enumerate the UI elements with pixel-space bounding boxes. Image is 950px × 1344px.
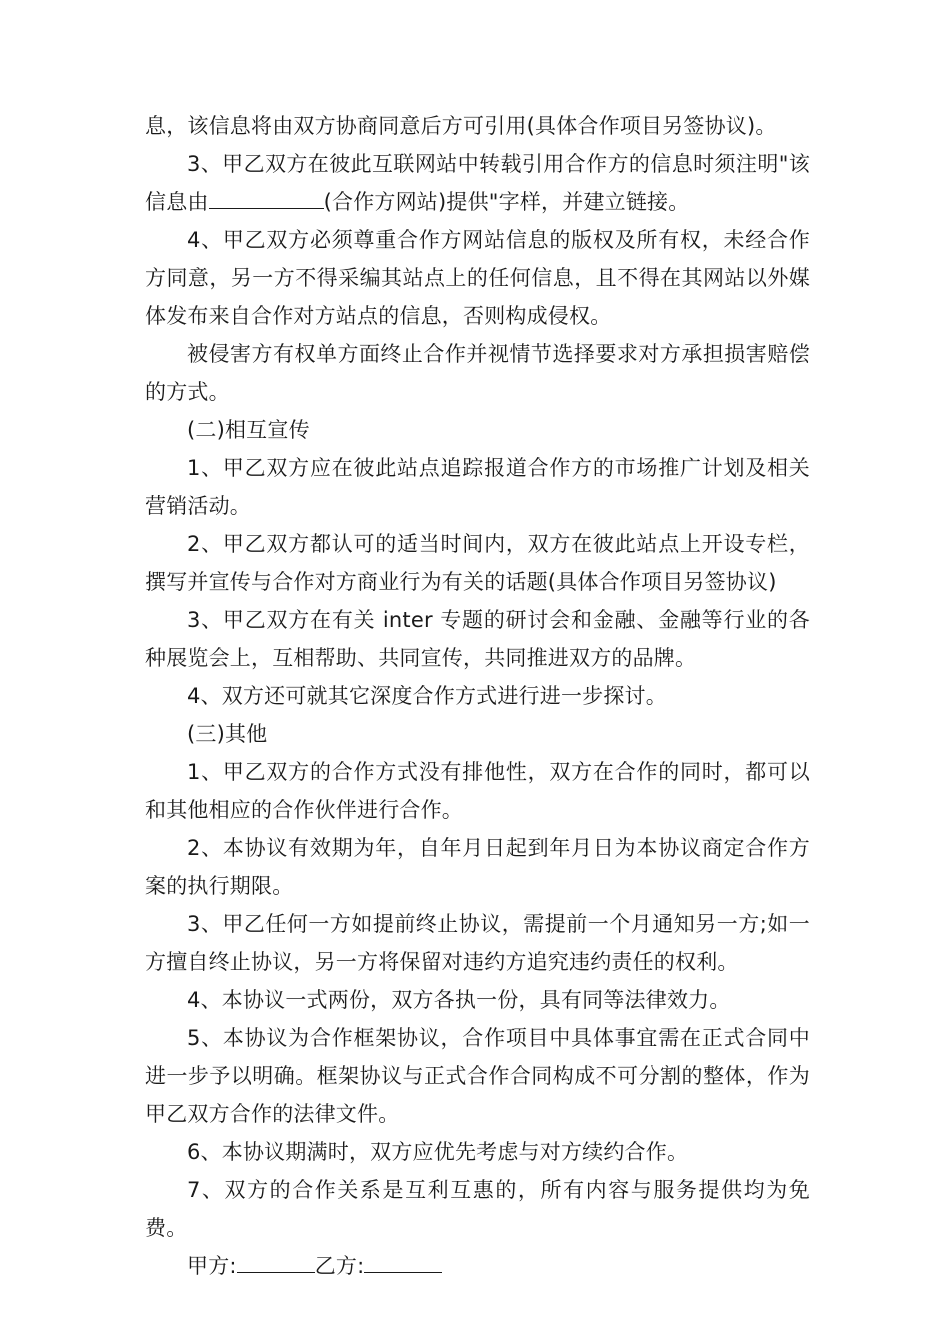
- party-b-label: 乙方:: [314, 1254, 365, 1278]
- paragraph: 息，该信息将由双方协商同意后方可引用(具体合作项目另签协议)。: [145, 114, 777, 138]
- party-b-blank: [364, 1250, 442, 1273]
- paragraph: 4、甲乙双方必须尊重合作方网站信息的版权及所有权，未经合作方同意，另一方不得采编其站点上的任何信息，且不得在其网站以外媒体发布来自合作对方站点的信息，否则构成侵权。: [145, 228, 810, 328]
- paragraph: 7、双方的合作关系是互利互惠的，所有内容与服务提供均为免费。: [145, 1178, 810, 1240]
- paragraph: 6、本协议期满时，双方应优先考虑与对方续约合作。: [187, 1140, 689, 1164]
- party-a-blank: [237, 1250, 315, 1273]
- party-a-label: 甲方:: [187, 1254, 237, 1278]
- paragraph: 被侵害方有权单方面终止合作并视情节选择要求对方承担损害赔偿的方式。: [145, 342, 810, 404]
- paragraph: 5、本协议为合作框架协议，合作项目中具体事宜需在正式合同中进一步予以明确。框架协议与正式合作合同构成不可分割的整体，作为甲乙双方合作的法律文件。: [145, 1026, 810, 1126]
- paragraph-text: (合作方网站)提供"字样，并建立链接。: [323, 190, 690, 214]
- paragraph: 1、甲乙双方应在彼此站点追踪报道合作方的市场推广计划及相关营销活动。: [145, 456, 810, 518]
- paragraph: 2、本协议有效期为年，自年月日起到年月日为本协议商定合作方案的执行期限。: [145, 836, 810, 898]
- signature-line: [145, 1247, 810, 1285]
- paragraph-text: 3、甲乙双方在彼此互联网站中转载引用合作方的信息时须注明"该信息由: [145, 152, 810, 214]
- paragraph: 3、甲乙任何一方如提前终止协议，需提前一个月通知另一方;如一方擅自终止协议，另一方将保留对违约方追究违约责任的权利。: [145, 912, 810, 974]
- paragraph: 2、甲乙双方都认可的适当时间内，双方在彼此站点上开设专栏，撰写并宣传与合作对方商业行为有关的话题(具体合作项目另签协议): [145, 532, 810, 594]
- paragraph: 1、甲乙双方的合作方式没有排他性，双方在合作的同时，都可以和其他相应的合作伙伴进行合作。: [145, 760, 810, 822]
- section-heading: (二)相互宣传: [187, 418, 310, 442]
- paragraph: 4、双方还可就其它深度合作方式进行进一步探讨。: [187, 684, 667, 708]
- paragraph: 4、本协议一式两份，双方各执一份，具有同等法律效力。: [187, 988, 731, 1012]
- blank-line: [209, 186, 324, 209]
- document-body: [145, 107, 810, 1285]
- paragraph: 3、甲乙双方在有关 inter 专题的研讨会和金融、金融等行业的各种展览会上，互相帮助、共同宣传，共同推进双方的品牌。: [145, 608, 810, 670]
- section-heading: (三)其他: [187, 722, 268, 746]
- paragraph: [145, 145, 810, 221]
